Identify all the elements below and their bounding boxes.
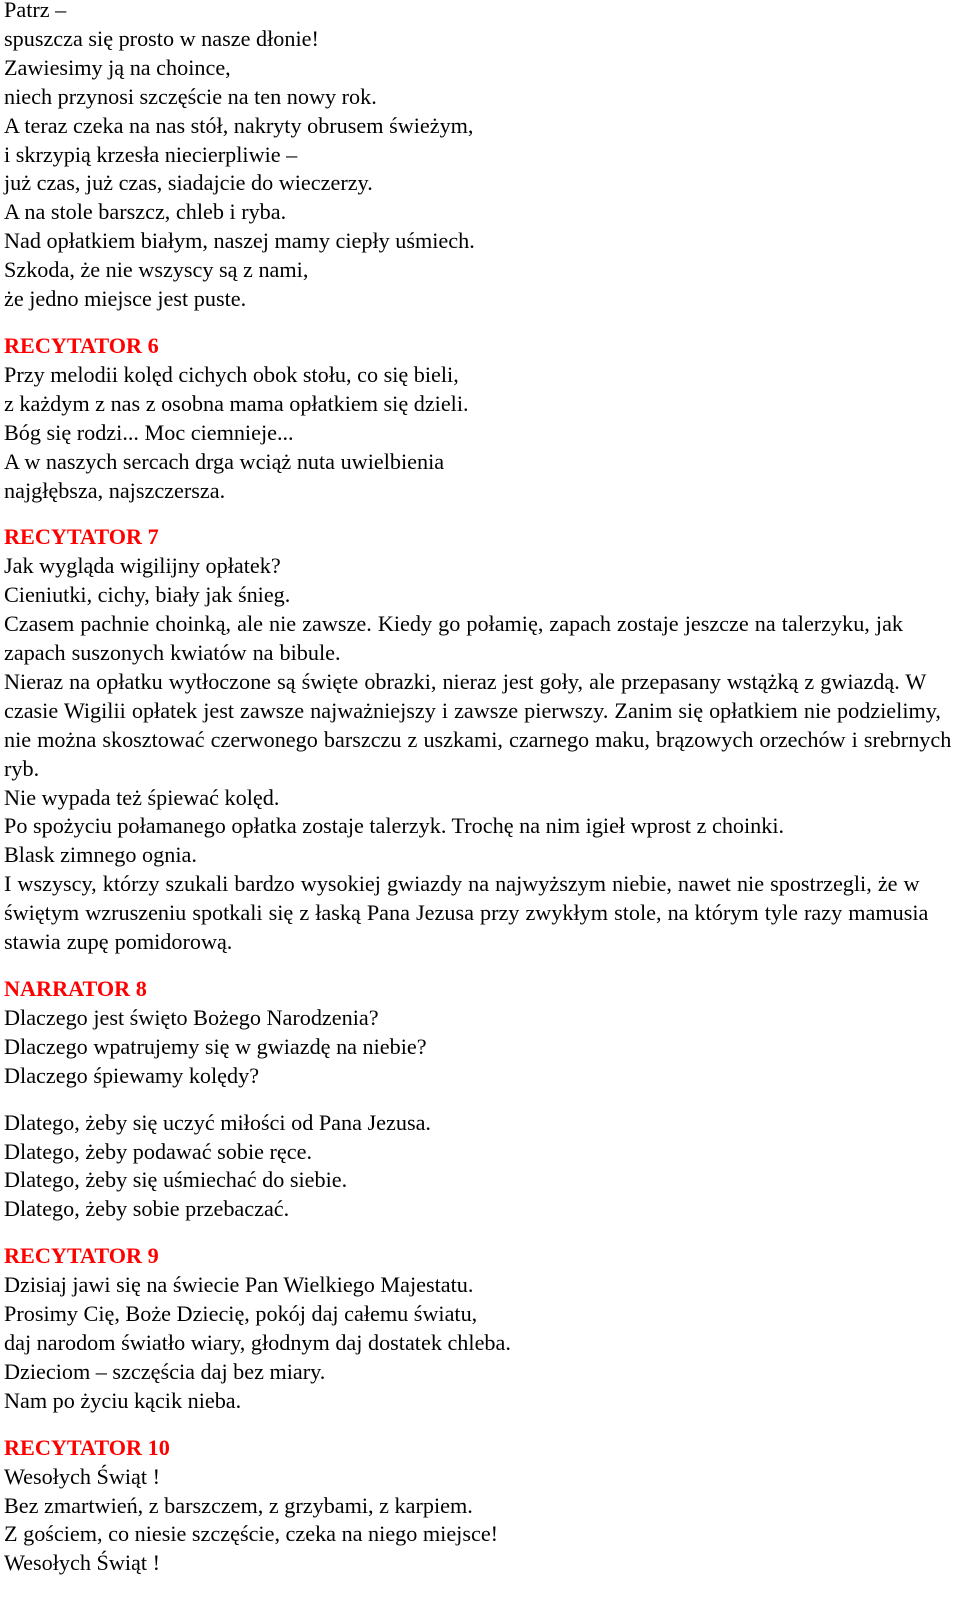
text-line: z każdym z nas z osobna mama opłatkiem się dzieli. [4, 390, 469, 416]
document-page [4, 0, 954, 1578]
text-paragraph: Nieraz na opłatku wytłoczone są święte obrazki, nieraz jest goły, ale przepasany wstążką z gwiazdą. W czasie Wigilii opłatek jest zawsze najważniejszy i zawsze pierwszy. Zanim się opłatkiem nie podzielimy, nie można skosztować czerwonego barszczu z uszkami, czarnego maku, brązowych orzechów i srebrnych ryb. [4, 668, 952, 781]
text-line: Dlaczego wpatrujemy się w gwiazdę na niebie? [4, 1033, 427, 1059]
text-line: Przy melodii kolęd cichych obok stołu, co się bieli, [4, 361, 459, 387]
text-line: Dlatego, żeby się uczyć miłości od Pana Jezusa. [4, 1109, 431, 1135]
text-line: Jak wygląda wigilijny opłatek? [4, 553, 281, 579]
text-line: Nie wypada też śpiewać kolęd. [4, 784, 280, 810]
text-line: Dlaczego jest święto Bożego Narodzenia? [4, 1004, 379, 1030]
text-line: spuszcza się prosto w nasze dłonie! [4, 25, 319, 51]
text-line: Cieniutki, cichy, biały jak śnieg. [4, 582, 291, 608]
text-line: A na stole barszcz, chleb i ryba. [4, 199, 287, 225]
text-line: i skrzypią krzesła niecierpliwie – [4, 141, 298, 167]
stanza-gap [4, 1091, 954, 1109]
text-line: Szkoda, że nie wszyscy są z nami, [4, 257, 309, 283]
section-recytator-10 [4, 1434, 954, 1579]
section-recytator-6 [4, 332, 954, 505]
text-line: Nam po życiu kącik nieba. [4, 1387, 242, 1413]
text-line: Bóg się rodzi... Moc ciemnieje... [4, 419, 294, 445]
text-line: A teraz czeka na nas stół, nakryty obrusem świeżym, [4, 112, 474, 138]
text-line: Dlatego, żeby podawać sobie ręce. [4, 1138, 313, 1164]
text-line: już czas, już czas, siadajcie do wieczerzy. [4, 170, 373, 196]
text-line: Dlatego, żeby sobie przebaczać. [4, 1196, 290, 1222]
text-line: Z gościem, co niesie szczęście, czeka na niego miejsce! [4, 1521, 499, 1547]
section-narrator-8 [4, 975, 954, 1224]
text-line: najgłębsza, najszczersza. [4, 477, 226, 503]
text-line: A w naszych sercach drga wciąż nuta uwielbienia [4, 448, 445, 474]
text-line: daj narodom światło wiary, głodnym daj dostatek chleba. [4, 1329, 511, 1355]
text-line: Po spożyciu połamanego opłatka zostaje talerzyk. Trochę na nim igieł wprost z choinki. [4, 813, 785, 839]
text-paragraph: I wszyscy, którzy szukali bardzo wysokiej gwiazdy na najwyższym niebie, nawet nie spostrzegli, że w świętym wzruszeniu spotkali się z łaską Pana Jezusa przy zwykłym stole, na którym tyle razy mamusia stawia zupę pomidorową. [4, 871, 929, 955]
section-recytator-9 [4, 1242, 954, 1415]
section-heading: RECYTATOR 6 [4, 332, 159, 358]
text-line: Zawiesimy ją na choince, [4, 54, 231, 80]
section-heading: RECYTATOR 10 [4, 1434, 170, 1460]
section-recytator-7 [4, 523, 954, 957]
text-line: Patrz – [4, 0, 67, 22]
text-paragraph: Czasem pachnie choinką, ale nie zawsze. Kiedy go połamię, zapach zostaje jeszcze na talerzyku, jak zapach suszonych kwiatów na bibule. [4, 611, 904, 666]
text-line: Bez zmartwień, z barszczem, z grzybami, z karpiem. [4, 1492, 473, 1518]
text-line: Dzisiaj jawi się na świecie Pan Wielkiego Majestatu. [4, 1272, 474, 1298]
text-line: niech przynosi szczęście na ten nowy rok. [4, 83, 377, 109]
text-line: Prosimy Cię, Boże Dziecię, pokój daj całemu światu, [4, 1301, 478, 1327]
section-heading: RECYTATOR 9 [4, 1243, 159, 1269]
text-line: Dzieciom – szczęścia daj bez miary. [4, 1358, 326, 1384]
section-heading: RECYTATOR 7 [4, 524, 159, 550]
text-line: Blask zimnego ognia. [4, 842, 197, 868]
section-heading: NARRATOR 8 [4, 976, 147, 1001]
text-line: że jedno miejsce jest puste. [4, 286, 247, 312]
text-line: Dlaczego śpiewamy kolędy? [4, 1062, 260, 1088]
text-line: Dlatego, żeby się uśmiechać do siebie. [4, 1167, 348, 1193]
text-line: Wesołych Świąt ! [4, 1463, 160, 1489]
text-line: Wesołych Świąt ! [4, 1550, 160, 1576]
intro-stanza [4, 0, 954, 314]
text-line: Nad opłatkiem białym, naszej mamy ciepły uśmiech. [4, 228, 475, 254]
